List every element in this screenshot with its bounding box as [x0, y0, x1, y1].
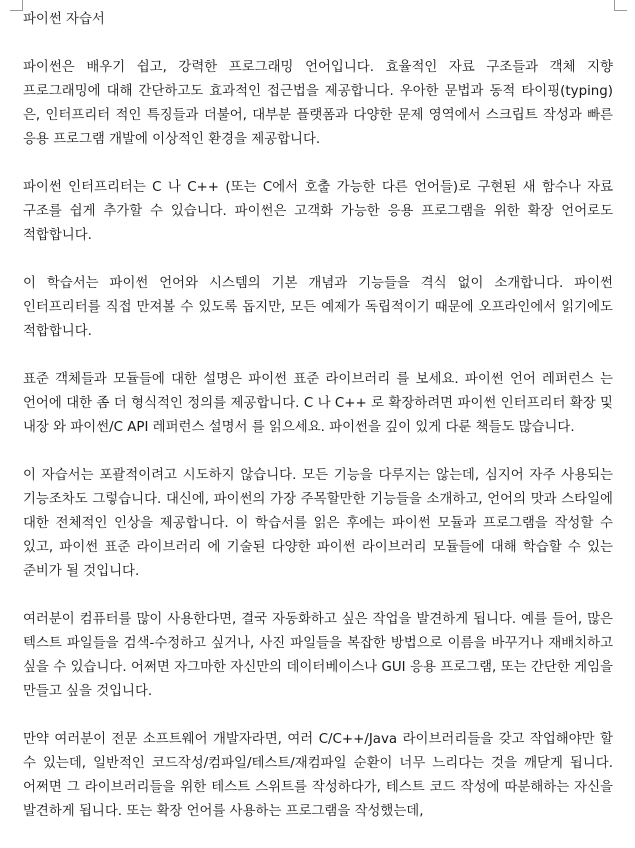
paragraph-developer: 만약 여러분이 전문 소프트웨어 개발자라면, 여러 C/C++/Java 라이브러리들을 갖고 작업해야만 할 수 있는데, 일반적인 코드작성/컴파일/테스트/재컴파일 순환이 너무 느리다는 것을 깨닫게 됩니다. 어쩌면 그 라이브러리들을 위한 테스트 스위트를 작성하다가, 테스트 코드 작성에 따분해하는 자신을 발견하게 됩니다. 또는 확장 언어를 사용하는 프로그램을 작성했는데,: [23, 732, 613, 819]
paragraph-interpreter: 파이썬 인터프리터는 C 나 C++ (또는 C에서 호출 가능한 다른 언어들)로 구현된 새 함수나 자료 구조를 쉽게 추가할 수 있습니다. 파이썬은 고객화 가능한 응용 프로그램을 위한 확장 언어로도 적합합니다.: [23, 180, 613, 243]
document-body[interactable]: [23, 8, 613, 848]
right-margin-corner-mark: [614, 0, 627, 11]
document-title: 파이썬 자습서: [23, 12, 105, 27]
paragraph-scope: 이 자습서는 포괄적이려고 시도하지 않습니다. 모든 기능을 다루지는 않는데, 심지어 자주 사용되는 기능조차도 그렇습니다. 대신에, 파이썬의 가장 주목할만한 기능들을 소개하고, 언어의 맛과 스타일에 대한 전체적인 인상을 제공합니다. 이 학습서를 읽은 후에는 파이썬 모듈과 프로그램을 작성할 수 있고, 파이썬 표준 라이브러리 에 기술된 다양한 파이썬 라이브러리 모듈들에 대해 학습할 수 있는 준비가 될 것입니다.: [23, 468, 613, 579]
paragraph-references: 표준 객체들과 모듈들에 대한 설명은 파이썬 표준 라이브러리 를 보세요. 파이썬 언어 레퍼런스 는 언어에 대한 좀 더 형식적인 정의를 제공합니다. C 나 C++ 로 확장하려면 파이썬 인터프리터 확장 및 내장 와 파이썬/C API 레퍼런스 설명서 를 읽으세요. 파이썬을 깊이 있게 다룬 책들도 많습니다.: [23, 372, 613, 435]
paragraph-tutorial-overview: 이 학습서는 파이썬 언어와 시스템의 기본 개념과 기능들을 격식 없이 소개합니다. 파이썬 인터프리터를 직접 만져볼 수 있도록 돕지만, 모든 예제가 독립적이기 때문에 오프라인에서 읽기에도 적합합니다.: [23, 276, 613, 339]
paragraph-intro: 파이썬은 배우기 쉽고, 강력한 프로그래밍 언어입니다. 효율적인 자료 구조들과 객체 지향 프로그래밍에 대해 간단하고도 효과적인 접근법을 제공합니다. 우아한 문법과 동적 타이핑(typing)은, 인터프리터 적인 특징들과 더불어, 대부분 플랫폼과 다양한 문제 영역에서 스크립트 작성과 빠른 응용 프로그램 개발에 이상적인 환경을 제공합니다.: [23, 60, 613, 147]
paragraph-automation: 여러분이 컴퓨터를 많이 사용한다면, 결국 자동화하고 싶은 작업을 발견하게 됩니다. 예를 들어, 많은 텍스트 파일들을 검색-수정하고 싶거나, 사진 파일들을 복잡한 방법으로 이름을 바꾸거나 재배치하고 싶을 수 있습니다. 어쩌면 자그마한 자신만의 데이터베이스나 GUI 응용 프로그램, 또는 간단한 게임을 만들고 싶을 것입니다.: [23, 612, 613, 699]
left-margin-corner-mark: [10, 0, 23, 11]
